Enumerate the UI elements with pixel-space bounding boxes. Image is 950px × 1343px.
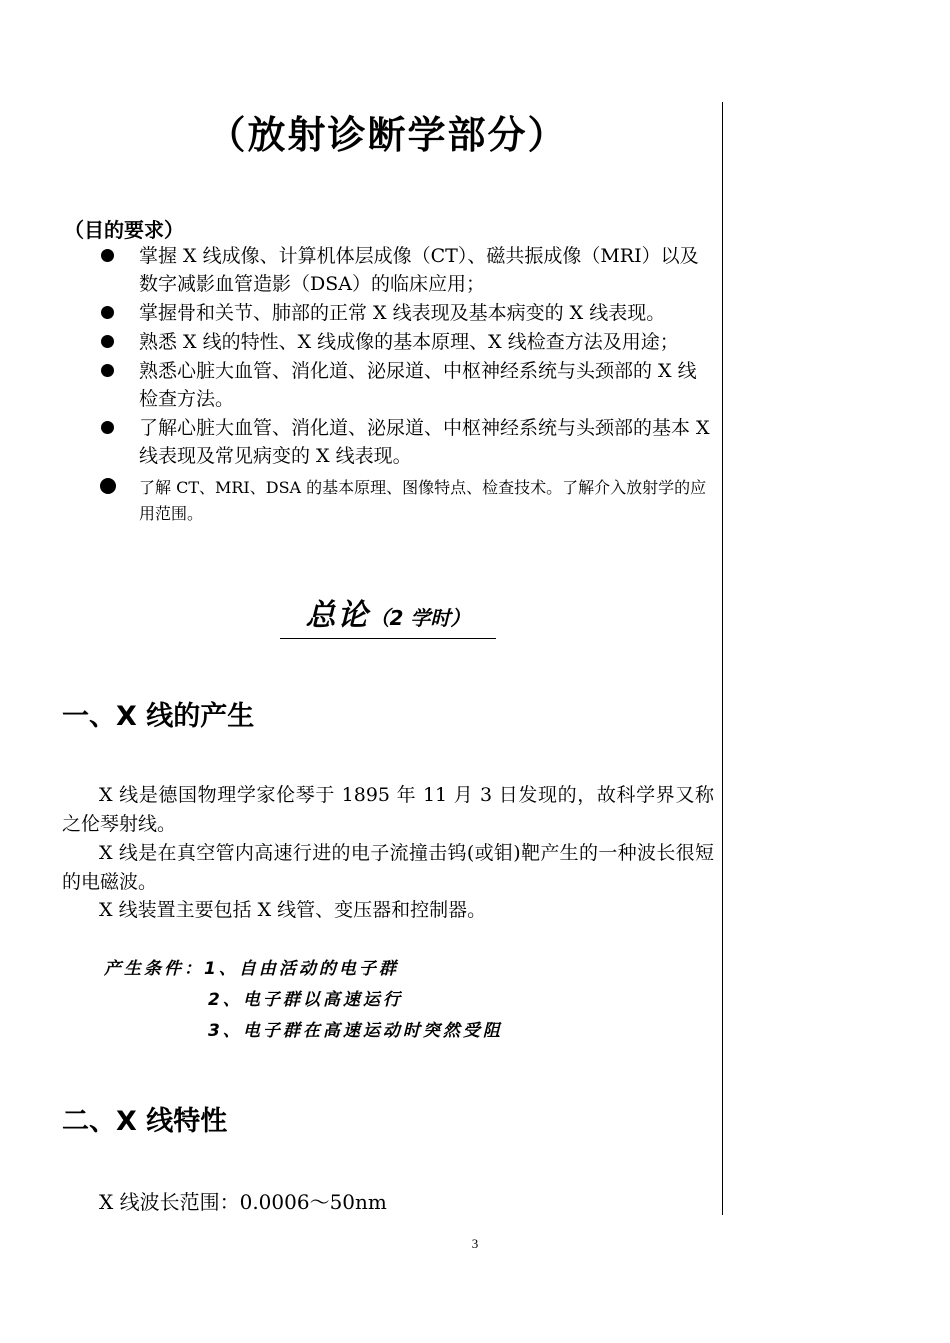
heading-xray-production: 一、X 线的产生 (62, 701, 255, 732)
bullet-icon (101, 364, 114, 377)
requirements-list (98, 242, 714, 528)
heading-xray-properties: 二、X 线特性 (62, 1106, 228, 1137)
production-conditions (104, 954, 503, 1047)
section-title (280, 590, 496, 639)
requirements-heading: （目的要求） (64, 218, 184, 242)
list-item: 熟悉心脏大血管、消化道、泌尿道、中枢神经系统与头颈部的 X 线检查方法。 (98, 357, 714, 413)
bullet-icon (101, 306, 114, 319)
paragraph: X 线是在真空管内高速行进的电子流撞击钨(或钼)靶产生的一种波长很短的电磁波。 (62, 842, 714, 893)
page-title: （放射诊断学部分） (207, 113, 568, 157)
condition-item: 1、自由活动的电子群 (204, 959, 399, 979)
condition-item: 3、电子群在高速运动时突然受阻 (208, 1021, 503, 1041)
paragraph: X 线是德国物理学家伦琴于 1895 年 11 月 3 日发现的，故科学界又称之伦琴射线。 (62, 784, 714, 835)
condition-item: 2、电子群以高速运行 (208, 990, 403, 1010)
paragraph: X 线装置主要包括 X 线管、变压器和控制器。 (99, 899, 487, 921)
list-item: 熟悉 X 线的特性、X 线成像的基本原理、X 线检查方法及用途； (98, 328, 714, 356)
bullet-icon (101, 335, 114, 348)
list-item: 掌握 X 线成像、计算机体层成像（CT）、磁共振成像（MRI）以及数字减影血管造影（DSA）的临床应用； (98, 242, 714, 298)
wavelength-range: X 线波长范围：0.0006～50nm (99, 1190, 387, 1214)
section-hours: （2 学时） (369, 606, 471, 630)
section-title-text: 总论 (305, 598, 370, 633)
list-item: 了解心脏大血管、消化道、泌尿道、中枢神经系统与头颈部的基本 X 线表现及常见病变的 X 线表现。 (98, 414, 714, 470)
bullet-icon (100, 478, 116, 494)
bullet-icon (101, 421, 114, 434)
list-item: 掌握骨和关节、肺部的正常 X 线表现及基本病变的 X 线表现。 (98, 299, 714, 327)
bullet-icon (101, 249, 114, 262)
conditions-label: 产生条件： (104, 959, 204, 979)
margin-rule (722, 102, 723, 1215)
page-number: 3 (471, 1236, 479, 1251)
list-item: 了解 CT、MRI、DSA 的基本原理、图像特点、检查技术。了解介入放射学的应用范围。 (98, 475, 714, 527)
